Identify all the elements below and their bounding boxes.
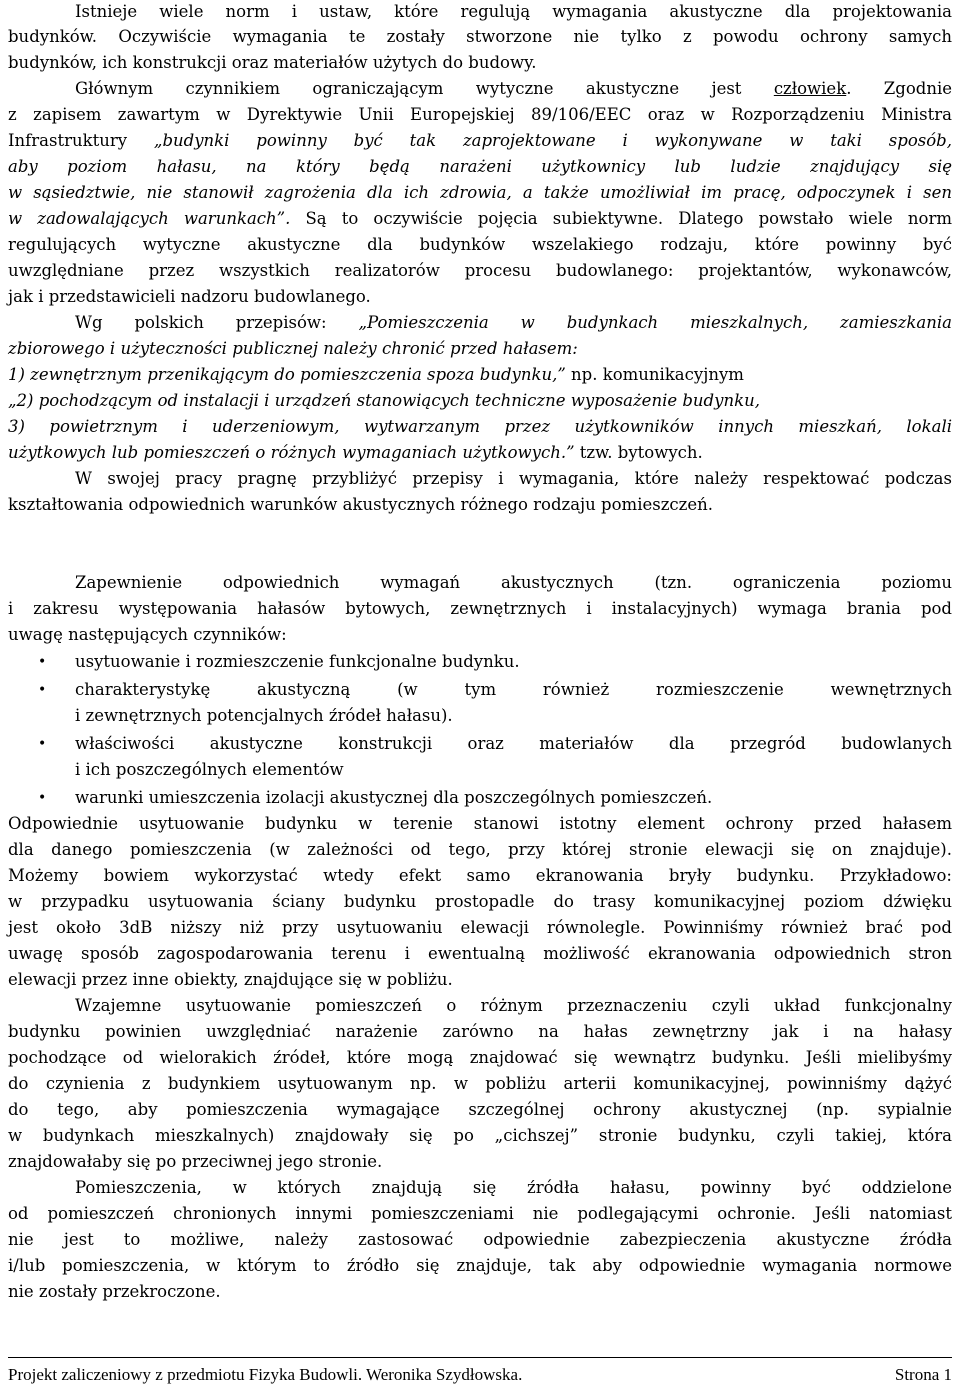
paragraph-3-line-6 bbox=[8, 440, 952, 466]
paragraph-8-line-2: od pomieszczeń chronionych innymi pomieszczeniami nie podlegającymi ochronie. Jeśli natomiast bbox=[8, 1204, 952, 1223]
bullet-icon: • bbox=[38, 682, 47, 698]
paragraph-6-line-6: uwagę sposób zagospodarowania terenu i ewentualną możliwość ekranowania odpowiednich stron bbox=[8, 944, 952, 963]
footer-text: Projekt zaliczeniowy z przedmiotu Fizyka Budowli. Weronika Szydłowska. bbox=[8, 1365, 523, 1384]
list-item bbox=[8, 785, 952, 811]
bullet-icon: • bbox=[38, 736, 47, 752]
paragraph-8-line-1: Pomieszczenia, w których znajdują się źródła hałasu, powinny być oddzielone bbox=[75, 1178, 952, 1197]
paragraph-7-line-7: znajdowałaby się po przeciwnej jego stronie. bbox=[8, 1152, 383, 1171]
paragraph-3-line-4 bbox=[8, 388, 952, 414]
paragraph-3-line-3 bbox=[8, 362, 952, 388]
quote-text: w sąsiedztwie, nie stanowił zagrożenia dla ich zdrowia, a także umożliwiał im pracę, odpoczynek i sen bbox=[8, 183, 952, 202]
paragraph-1-line-1: Istnieje wiele norm i ustaw, które regulują wymagania akustyczne dla projektowania bbox=[75, 2, 952, 21]
quote-text: „2) pochodzącym od instalacji i urządzeń stanowiących techniczne wyposażenie budynku, bbox=[8, 391, 760, 410]
paragraph-2-line-5 bbox=[8, 180, 952, 206]
paragraph-2-line-7: regulujących wytyczne akustyczne dla budynków wszelakiego rodzaju, które powinny być bbox=[8, 235, 952, 254]
paragraph-2-line-8: uwzględniane przez wszystkich realizatorów procesu budowlanego: projektantów, wykonawców, bbox=[8, 261, 952, 280]
list-item-continuation: i zewnętrznych potencjalnych źródeł hałasu). bbox=[75, 706, 453, 725]
text-segment: tzw. bytowych. bbox=[574, 443, 703, 462]
list-item bbox=[8, 649, 952, 675]
paragraph-2-line-6 bbox=[8, 206, 952, 232]
paragraph-8-line-4: i/lub pomieszczenia, w którym to źródło się znajduje, tak aby odpowiednie wymagania normowe bbox=[8, 1256, 952, 1275]
page-footer bbox=[8, 1362, 952, 1388]
underlined-word: człowiek bbox=[773, 79, 847, 98]
paragraph-4-line-2: kształtowania odpowiednich warunków akustycznych różnego rodzaju pomieszczeń. bbox=[8, 495, 713, 514]
paragraph-3-line-5 bbox=[8, 414, 952, 440]
footer-divider bbox=[8, 1357, 952, 1358]
paragraph-4-line-1: W swojej pracy pragnę przybliżyć przepisy i wymagania, które należy respektować podczas bbox=[75, 469, 952, 488]
page-number: Strona 1 bbox=[894, 1365, 952, 1384]
paragraph-2-line-1 bbox=[8, 76, 952, 102]
paragraph-8-line-3: nie jest to możliwe, należy zastosować odpowiednie zabezpieczenia akustyczne źródła bbox=[8, 1230, 952, 1249]
paragraph-8-line-5: nie zostały przekroczone. bbox=[8, 1282, 221, 1301]
bullet-icon: • bbox=[38, 654, 47, 670]
text-segment: Infrastruktury bbox=[8, 131, 154, 150]
list-item-text: usytuowanie i rozmieszczenie funkcjonalne budynku. bbox=[75, 652, 520, 671]
quote-text: aby poziom hałasu, na który będą narażeni użytkownicy lub ludzie znajdujący się bbox=[8, 157, 952, 176]
paragraph-7-line-6: w budynkach mieszkalnych) znajdowały się po „cichszej” stronie budynku, czyli takiej, która bbox=[8, 1126, 952, 1145]
paragraph-1-line-2: budynków. Oczywiście wymagania te zostały stworzone nie tylko z powodu ochrony samych bbox=[8, 27, 952, 46]
paragraph-5-line-2: i zakresu występowania hałasów bytowych, zewnętrznych i instalacyjnych) wymaga brania pod bbox=[8, 599, 952, 618]
paragraph-2-line-4 bbox=[8, 154, 952, 180]
quote-text: użytkowych lub pomieszczeń o różnych wymaganiach użytkowych.” bbox=[8, 443, 575, 462]
paragraph-5-line-1: Zapewnienie odpowiednich wymagań akustycznych (tzn. ograniczenia poziomu bbox=[75, 573, 952, 592]
text-segment: Głównym czynnikiem ograniczającym wytyczne akustyczne jest bbox=[75, 79, 774, 98]
paragraph-6-line-7: elewacji przez inne obiekty, znajdujące się w pobliżu. bbox=[8, 970, 453, 989]
paragraph-5-line-3: uwagę następujących czynników: bbox=[8, 625, 287, 644]
paragraph-7-line-5: do tego, aby pomieszczenia wymagające szczególnej ochrony akustycznej (np. sypialnie bbox=[8, 1100, 952, 1119]
paragraph-6-line-2: dla danego pomieszczenia (w zależności od tego, przy której stronie elewacji się on znajduje). bbox=[8, 840, 952, 859]
list-item-text: charakterystykę akustyczną (w tym również rozmieszczenie wewnętrznych bbox=[75, 680, 952, 699]
quote-text: zbiorowego i użyteczności publicznej należy chronić przed hałasem: bbox=[8, 339, 578, 358]
bullet-icon: • bbox=[38, 790, 47, 806]
paragraph-2-line-2: z zapisem zawartym w Dyrektywie Unii Europejskiej 89/106/EEC oraz w Rozporządzeniu Ministra bbox=[8, 105, 952, 124]
list-item bbox=[8, 731, 952, 757]
quote-text: 1) zewnętrznym przenikającym do pomieszczenia spoza budynku,” bbox=[8, 365, 566, 384]
paragraph-2-line-3 bbox=[8, 128, 952, 154]
quote-text: „Pomieszczenia w budynkach mieszkalnych, zamieszkania bbox=[358, 313, 952, 332]
paragraph-3-line-2 bbox=[8, 336, 952, 362]
paragraph-3-line-1 bbox=[8, 310, 952, 336]
list-item-continuation: i ich poszczególnych elementów bbox=[75, 760, 344, 779]
text-segment: Wg polskich przepisów: bbox=[75, 313, 359, 332]
paragraph-1-line-3: budynków, ich konstrukcji oraz materiałów użytych do budowy. bbox=[8, 53, 537, 72]
quote-text: w zadowalających warunkach”. bbox=[8, 209, 291, 228]
paragraph-6-line-3: Możemy bowiem wykorzystać wtedy efekt samo ekranowania bryły budynku. Przykładowo: bbox=[8, 866, 952, 885]
quote-text: „budynki powinny być tak zaprojektowane i wykonywane w taki sposób, bbox=[153, 131, 952, 150]
list-item-text: warunki umieszczenia izolacji akustycznej dla poszczególnych pomieszczeń. bbox=[75, 788, 713, 807]
quote-text: 3) powietrznym i uderzeniowym, wytwarzanym przez użytkowników innych mieszkań, lokali bbox=[8, 417, 952, 436]
text-segment: Są to oczywiście pojęcia subiektywne. Dlatego powstało wiele norm bbox=[290, 209, 952, 228]
list-item-text: właściwości akustyczne konstrukcji oraz materiałów dla przegród budowlanych bbox=[75, 734, 952, 753]
paragraph-7-line-4: do czynienia z budynkiem usytuowanym np. w pobliżu arterii komunikacyjnej, powinniśmy dążyć bbox=[8, 1074, 952, 1093]
paragraph-7-line-3: pochodzące od wielorakich źródeł, które mogą znajdować się wewnątrz budynku. Jeśli mielibyśmy bbox=[8, 1048, 952, 1067]
text-segment: np. komunikacyjnym bbox=[565, 365, 744, 384]
paragraph-6-line-1: Odpowiednie usytuowanie budynku w terenie stanowi istotny element ochrony przed hałasem bbox=[8, 814, 952, 833]
text-segment: . Zgodnie bbox=[846, 79, 953, 98]
paragraph-2-line-9: jak i przedstawicieli nadzoru budowlanego. bbox=[8, 287, 371, 306]
paragraph-7-line-1: Wzajemne usytuowanie pomieszczeń o różnym przeznaczeniu czyli układ funkcjonalny bbox=[75, 996, 952, 1015]
paragraph-6-line-4: w przypadku usytuowania ściany budynku prostopadle do trasy komunikacyjnej poziom dźwięku bbox=[8, 892, 952, 911]
paragraph-7-line-2: budynku powinien uwzględniać narażenie zarówno na hałas zewnętrzny jak i na hałasy bbox=[8, 1022, 952, 1041]
paragraph-6-line-5: jest około 3dB niższy niż przy usytuowaniu elewacji równolegle. Powinniśmy również brać pod bbox=[8, 918, 952, 937]
list-item bbox=[8, 677, 952, 703]
